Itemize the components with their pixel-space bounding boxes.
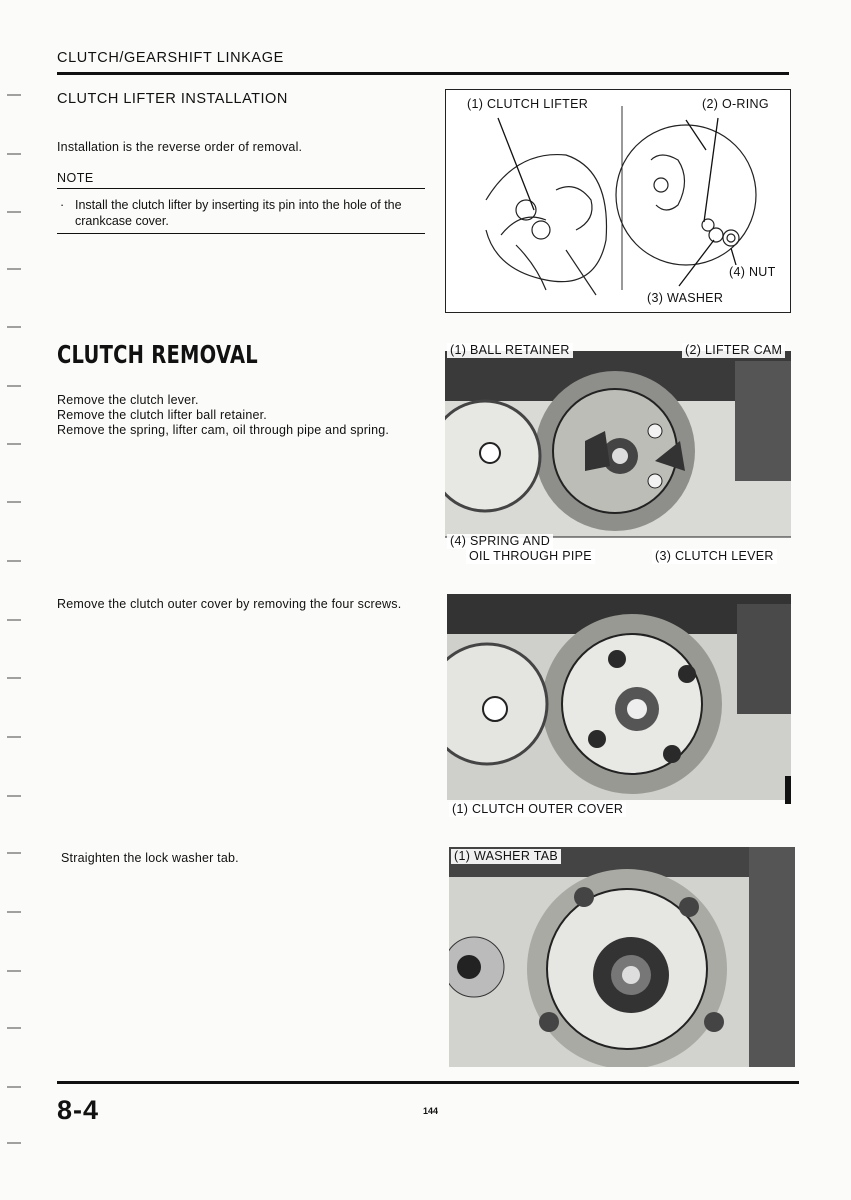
label-clutch-outer-cover: (1) CLUTCH OUTER COVER <box>449 802 626 817</box>
page-index: 144 <box>423 1106 439 1116</box>
removal-step-3: Remove the spring, lifter cam, oil through pipe and spring. <box>57 423 390 437</box>
label-spring-and: (4) SPRING AND <box>447 534 553 549</box>
label-washer: (3) WASHER <box>644 291 726 306</box>
label-nut: (4) NUT <box>726 265 779 280</box>
note-rule-top <box>57 188 425 189</box>
footer-rule <box>57 1081 799 1084</box>
removal-step-1: Remove the clutch lever. <box>57 393 199 407</box>
note-bullet: · <box>60 198 65 212</box>
label-clutch-lever: (3) CLUTCH LEVER <box>652 549 777 564</box>
outer-cover-photo <box>447 594 791 820</box>
page-number: 8-4 <box>57 1095 100 1125</box>
outer-cover-step: Remove the clutch outer cover by removing the four screws. <box>57 597 402 611</box>
label-lifter-cam: (2) LIFTER CAM <box>682 343 785 358</box>
washer-tab-photo <box>449 847 795 1067</box>
header-title: CLUTCH/GEARSHIFT LINKAGE <box>57 50 284 66</box>
lock-washer-photo <box>449 847 795 1067</box>
header-rule <box>57 72 789 75</box>
washer-step: Straighten the lock washer tab. <box>61 851 239 865</box>
label-clutch-lifter: (1) CLUTCH LIFTER <box>464 97 591 112</box>
clutch-removal-title: CLUTCH REMOVAL <box>57 340 258 369</box>
note-label: NOTE <box>57 171 94 185</box>
lifter-installation-text: Installation is the reverse order of removal. <box>57 140 303 154</box>
removal-step-2: Remove the clutch lifter ball retainer. <box>57 408 267 422</box>
note-text: Install the clutch lifter by inserting its pin into the hole of the crankcase cover. <box>75 198 402 228</box>
lifter-section-title: CLUTCH LIFTER INSTALLATION <box>57 91 288 107</box>
label-oil-through-pipe: OIL THROUGH PIPE <box>466 549 595 564</box>
clutch-lifter-diagram <box>445 89 791 313</box>
note-item <box>60 197 426 229</box>
label-washer-tab: (1) WASHER TAB <box>451 849 561 864</box>
clutch-outer-cover-photo <box>447 594 791 820</box>
note-rule-bottom <box>57 233 425 234</box>
clutch-removal-photo <box>445 341 791 567</box>
label-ball-retainer: (1) BALL RETAINER <box>447 343 573 358</box>
label-o-ring: (2) O-RING <box>699 97 772 112</box>
